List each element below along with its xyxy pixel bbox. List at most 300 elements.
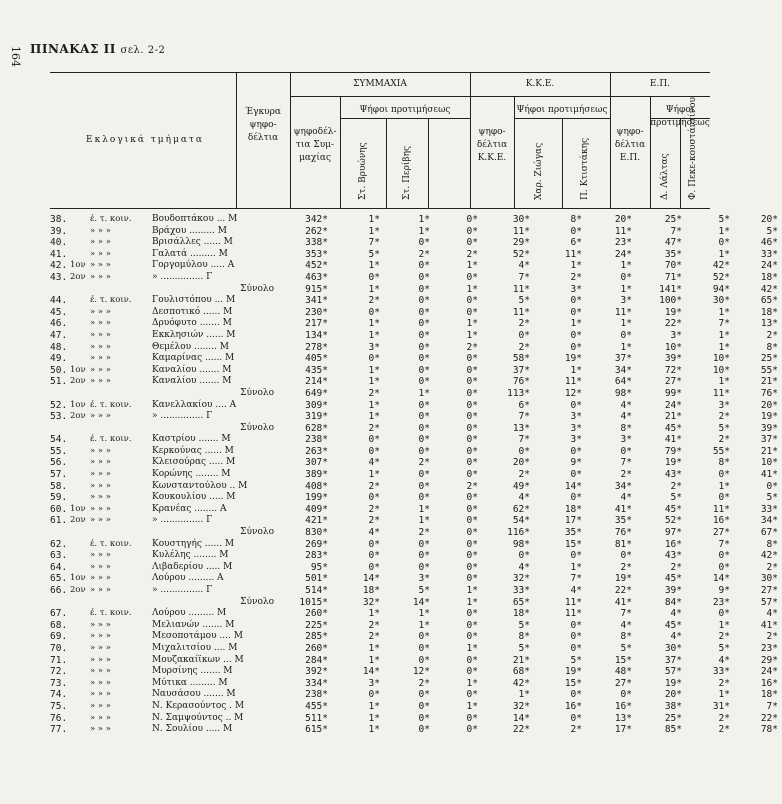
row-prefix: 2ον: [70, 271, 86, 282]
cell-value: 0*: [418, 492, 430, 504]
cell-value: 8*: [570, 214, 582, 225]
cell-value: 0*: [418, 283, 430, 295]
row-subtype: » » »: [90, 503, 112, 514]
cell-value: 0*: [466, 561, 478, 573]
cell-value: 0*: [466, 237, 478, 249]
cell-value: 1*: [466, 596, 478, 608]
cell-value: 7*: [368, 237, 380, 249]
cell-value: 7*: [518, 411, 530, 423]
cell-value: 46*: [760, 237, 778, 249]
cell-value: 141*: [659, 283, 682, 295]
cell-value: 1*: [368, 318, 380, 330]
title-subtitle: σελ. 2-2: [120, 45, 166, 56]
cell-value: 85*: [664, 724, 682, 736]
table-row: [50, 481, 782, 493]
page-number: 164: [9, 46, 22, 67]
cell-value: 22*: [760, 712, 778, 724]
row-number: [50, 597, 70, 609]
cell-value: 1*: [368, 642, 380, 654]
row-subtype: έ. τ. κοιν.: [90, 608, 132, 619]
row-prefix: 1ον: [70, 573, 86, 584]
cell-value: 5*: [766, 225, 778, 237]
row-number: 46.: [50, 318, 68, 330]
row-number: 54.: [50, 434, 68, 446]
row-prefix: [70, 249, 90, 261]
row-number: 70.: [50, 642, 68, 654]
cell-value: 334*: [305, 677, 328, 689]
cell-value: 34*: [760, 515, 778, 527]
cell-value: 84*: [664, 596, 682, 608]
row-prefix: [70, 353, 90, 365]
cell-value: 134*: [305, 329, 328, 341]
cell-value: 33*: [712, 666, 730, 678]
pref-header: Ψήφοι προτιμήσεως: [650, 105, 710, 128]
cell-value: 22*: [664, 318, 682, 330]
cell-value: 6*: [518, 399, 530, 411]
cell-value: 4*: [368, 457, 380, 469]
cell-value: 392*: [305, 666, 328, 678]
cell-value: 18*: [564, 503, 582, 515]
cell-value: 3*: [368, 341, 380, 353]
cell-value: 19*: [564, 666, 582, 678]
cell-value: 238*: [305, 689, 328, 701]
cell-value: 455*: [305, 700, 328, 712]
cell-value: 628*: [305, 422, 328, 434]
cell-value: 0*: [466, 654, 478, 666]
cell-value: 1*: [570, 260, 582, 272]
cell-value: 0*: [418, 260, 430, 272]
cell-value: 11*: [614, 306, 632, 318]
row-prefix: [70, 701, 90, 713]
cell-value: 1*: [570, 561, 582, 573]
row-prefix: 2ον: [70, 585, 86, 595]
cell-value: 408*: [305, 480, 328, 492]
cell-value: 0*: [570, 445, 582, 457]
cell-value: 514*: [305, 585, 328, 596]
cell-value: 0*: [418, 341, 430, 353]
cell-value: 30*: [712, 295, 730, 307]
row-name: Βράχου ......... Μ: [152, 225, 228, 236]
cell-value: 3*: [418, 573, 430, 585]
cell-value: 39*: [664, 585, 682, 596]
cell-value: 0*: [570, 642, 582, 654]
cell-value: 20*: [512, 457, 530, 469]
cell-value: 20*: [614, 214, 632, 225]
cell-value: 341*: [305, 295, 328, 307]
cell-value: 16*: [664, 538, 682, 550]
cell-value: 0*: [418, 724, 430, 736]
cell-value: 71*: [664, 271, 682, 283]
cell-value: 37*: [760, 434, 778, 446]
row-subtype: » » »: [90, 492, 112, 503]
cell-value: 649*: [305, 387, 328, 399]
row-name: Κουκουλίου ..... Μ: [152, 492, 236, 503]
cell-value: 1*: [368, 608, 380, 620]
cell-value: 14*: [412, 596, 430, 608]
cell-value: 2*: [368, 619, 380, 631]
cell-value: 9*: [718, 585, 730, 596]
cell-value: 41*: [760, 469, 778, 481]
cell-value: 64*: [614, 376, 632, 388]
cell-value: 2*: [418, 677, 430, 689]
row-name: Καστρίου ....... Μ: [152, 434, 231, 445]
table-row: [50, 492, 782, 504]
row-prefix: [70, 330, 90, 342]
row-name: Μελιανών ....... Μ: [152, 619, 235, 630]
row-subtype: » » »: [90, 225, 112, 236]
cell-value: 3*: [670, 329, 682, 341]
cell-value: 14*: [564, 480, 582, 492]
cell-value: 42*: [760, 550, 778, 562]
cell-value: 1*: [718, 689, 730, 701]
row-subtype: έ. τ. κοιν.: [90, 295, 132, 306]
row-prefix: [70, 284, 90, 296]
cell-value: 0*: [466, 225, 478, 237]
row-number: 38.: [50, 214, 68, 225]
page-title: [30, 42, 165, 56]
cell-value: 43*: [664, 469, 682, 481]
row-number: 48.: [50, 341, 68, 353]
cell-value: 18*: [512, 608, 530, 620]
cell-value: 95*: [310, 561, 328, 573]
row-number: 77.: [50, 724, 68, 736]
cell-value: 4*: [518, 561, 530, 573]
table-row: [50, 713, 782, 725]
cell-value: 25*: [664, 712, 682, 724]
row-name: Ν. Κερασούντος . Μ: [152, 700, 245, 711]
cell-value: 70*: [664, 260, 682, 272]
cell-value: 0*: [466, 445, 478, 457]
cell-value: 1*: [718, 306, 730, 318]
cell-value: 1*: [418, 608, 430, 620]
cell-value: 1*: [620, 341, 632, 353]
cell-value: 0*: [418, 689, 430, 701]
cell-value: 31*: [712, 700, 730, 712]
cell-value: 32*: [362, 596, 380, 608]
cell-value: 4*: [620, 492, 632, 504]
cell-value: 5*: [518, 619, 530, 631]
cell-value: 615*: [305, 724, 328, 736]
cell-value: 16*: [712, 515, 730, 527]
pref-header: Ψήφοι προτιμήσεως: [359, 105, 451, 115]
cell-value: 0*: [418, 411, 430, 423]
cell-value: 0*: [368, 271, 380, 283]
cell-value: 0*: [466, 271, 478, 283]
table-row: [50, 666, 782, 678]
cell-value: 0*: [466, 306, 478, 318]
cell-value: 1*: [466, 260, 478, 272]
cell-value: 1*: [368, 260, 380, 272]
group-ballots: ψηφο-δέλτια Ε.Π.: [614, 127, 646, 163]
row-prefix: [70, 388, 90, 400]
cell-value: 2*: [518, 341, 530, 353]
summary-row: [50, 597, 782, 609]
cell-value: 1*: [368, 469, 380, 481]
cell-value: 7*: [718, 318, 730, 330]
table-row: [50, 214, 782, 226]
row-number: 57.: [50, 469, 68, 481]
cell-value: 1*: [518, 689, 530, 701]
cell-value: 0*: [620, 550, 632, 562]
row-name: » ............... Γ: [152, 585, 213, 595]
row-name: Μύτικα ......... Μ: [152, 677, 228, 688]
cell-value: 2*: [418, 457, 430, 469]
row-name: Ν. Σαμψούντος .. Μ: [152, 712, 244, 723]
cell-value: 5*: [718, 642, 730, 654]
pref-header: Ψήφοι προτιμήσεως: [516, 105, 608, 115]
cell-value: 342*: [305, 214, 328, 225]
cell-value: 68*: [512, 666, 530, 678]
cell-value: 2*: [570, 724, 582, 736]
row-name: Κουστηγής ...... Μ: [152, 538, 235, 549]
cell-value: 0*: [466, 724, 478, 736]
cell-value: 0*: [518, 445, 530, 457]
cell-value: 0*: [418, 271, 430, 283]
cell-value: 0*: [466, 631, 478, 643]
table-row: [50, 539, 782, 551]
cell-value: 2*: [620, 561, 632, 573]
row-number: 61.: [50, 515, 68, 527]
row-subtype: » » »: [90, 271, 112, 282]
row-prefix: [70, 423, 90, 435]
cell-value: 45*: [664, 573, 682, 585]
cell-value: 2*: [418, 527, 430, 539]
cell-value: 113*: [507, 387, 530, 399]
cell-value: 0*: [418, 237, 430, 249]
cell-value: 0*: [466, 666, 478, 678]
cell-value: 830*: [305, 527, 328, 539]
row-name: Θεμέλου ........ Μ: [152, 341, 229, 352]
cell-value: 94*: [712, 283, 730, 295]
cell-value: 0*: [466, 457, 478, 469]
table-row: [50, 504, 782, 516]
cell-value: 0*: [466, 376, 478, 388]
cell-value: 13*: [760, 318, 778, 330]
cell-value: 2*: [466, 248, 478, 260]
cell-value: 0*: [466, 503, 478, 515]
cell-value: 41*: [614, 596, 632, 608]
table-row: [50, 457, 782, 469]
cell-value: 0*: [466, 411, 478, 423]
cell-value: 5*: [518, 295, 530, 307]
cell-value: 1*: [466, 318, 478, 330]
row-prefix: [70, 597, 90, 609]
cell-value: 4*: [718, 654, 730, 666]
row-subtype: » » »: [90, 700, 112, 711]
row-subtype: » » »: [90, 515, 112, 526]
row-subtype: [90, 597, 152, 609]
group-name: Ε.Π.: [649, 79, 671, 89]
cell-value: 1*: [718, 225, 730, 237]
cell-value: 4*: [670, 608, 682, 620]
cell-value: 0*: [368, 689, 380, 701]
cell-value: 0*: [418, 712, 430, 724]
cell-value: 1*: [718, 376, 730, 388]
row-name: Κορώνης ........ Μ: [152, 469, 231, 480]
cell-value: 0*: [570, 550, 582, 562]
cell-value: 0*: [466, 515, 478, 527]
cell-value: 2*: [368, 422, 380, 434]
cell-value: 0*: [418, 376, 430, 388]
cell-value: 0*: [466, 364, 478, 376]
table-row: [50, 515, 782, 527]
cell-value: 309*: [305, 399, 328, 411]
row-number: 53.: [50, 411, 68, 423]
cell-value: 27*: [614, 677, 632, 689]
row-prefix: [70, 342, 90, 354]
cell-value: 17*: [614, 724, 632, 736]
cell-value: 0*: [368, 492, 380, 504]
row-subtype: » » »: [90, 237, 112, 248]
table-row: [50, 689, 782, 701]
row-subtype: » » »: [90, 376, 112, 387]
cell-value: 319*: [305, 411, 328, 423]
cell-value: 409*: [305, 503, 328, 515]
cell-value: 48*: [614, 666, 632, 678]
cell-value: 0*: [718, 608, 730, 620]
cell-value: 0*: [570, 306, 582, 318]
cell-value: 2*: [620, 469, 632, 481]
row-name: Λούρου ......... Μ: [152, 608, 227, 619]
cell-value: 0*: [418, 469, 430, 481]
cell-value: 0*: [570, 225, 582, 237]
cell-value: 55*: [712, 445, 730, 457]
cell-value: 34*: [614, 364, 632, 376]
row-number: 51.: [50, 376, 68, 388]
row-name: Κλεισούρας ..... Μ: [152, 457, 236, 468]
row-number: 43.: [50, 271, 68, 283]
cell-value: 11*: [564, 596, 582, 608]
cell-value: 37*: [664, 654, 682, 666]
cell-value: 16*: [614, 700, 632, 712]
cell-value: 18*: [760, 271, 778, 283]
cell-value: 0*: [570, 399, 582, 411]
cell-value: 32*: [512, 573, 530, 585]
cell-value: 0*: [418, 654, 430, 666]
cell-value: 2*: [418, 248, 430, 260]
row-subtype: » » »: [90, 457, 112, 468]
cell-value: 1*: [620, 283, 632, 295]
cell-value: 33*: [760, 248, 778, 260]
row-name: Γοργομύλου ..... Α: [152, 260, 235, 271]
cell-value: 0*: [466, 689, 478, 701]
cell-value: 33*: [512, 585, 530, 596]
table-row: [50, 643, 782, 655]
cell-value: 0*: [368, 561, 380, 573]
row-name: Δρυόφυτο ....... Μ: [152, 318, 232, 329]
cell-value: 5*: [718, 422, 730, 434]
cell-value: 284*: [305, 654, 328, 666]
cell-value: 18*: [362, 585, 380, 596]
table-row: [50, 434, 782, 446]
cell-value: 8*: [718, 457, 730, 469]
row-prefix: [70, 631, 90, 643]
cell-value: 5*: [418, 585, 430, 596]
row-name: Λούρου ......... Α: [152, 573, 224, 584]
row-number: 73.: [50, 677, 68, 689]
row-subtype: » » »: [90, 248, 112, 259]
cell-value: 0*: [570, 329, 582, 341]
cell-value: 3*: [620, 434, 632, 446]
cell-value: 11*: [512, 306, 530, 318]
cell-value: 98*: [614, 387, 632, 399]
row-number: 62.: [50, 538, 68, 550]
cell-value: 20*: [760, 399, 778, 411]
row-prefix: [70, 457, 90, 469]
cell-value: 0*: [418, 445, 430, 457]
cell-value: 19*: [564, 353, 582, 365]
row-subtype: » » »: [90, 712, 112, 723]
cell-value: 37*: [614, 353, 632, 365]
cell-value: 8*: [518, 631, 530, 643]
row-number: 66.: [50, 585, 68, 596]
row-prefix: [70, 434, 90, 446]
cell-value: 2*: [718, 712, 730, 724]
cell-value: 76*: [760, 387, 778, 399]
cell-value: 0*: [368, 306, 380, 318]
cell-value: 1*: [718, 341, 730, 353]
row-number: 74.: [50, 689, 68, 701]
cell-value: 2*: [368, 503, 380, 515]
table-header: [50, 72, 710, 212]
row-name: Σύνολο: [240, 387, 274, 398]
cell-value: 0*: [418, 364, 430, 376]
cell-value: 1*: [620, 318, 632, 330]
summary-row: [50, 284, 782, 296]
cell-value: 7*: [570, 573, 582, 585]
cell-value: 0*: [418, 422, 430, 434]
cell-value: 19*: [664, 677, 682, 689]
cell-value: 3*: [570, 422, 582, 434]
row-number: 63.: [50, 550, 68, 562]
cell-value: 0*: [466, 387, 478, 399]
cell-value: 1*: [368, 225, 380, 237]
cell-value: 230*: [305, 306, 328, 318]
cell-value: 269*: [305, 538, 328, 550]
table-row: [50, 585, 782, 597]
cell-value: 1*: [368, 411, 380, 423]
cell-value: 100*: [659, 295, 682, 307]
row-subtype: » » »: [90, 619, 112, 630]
cell-value: 3*: [368, 677, 380, 689]
summary-row: [50, 388, 782, 400]
cell-value: 0*: [466, 550, 478, 562]
row-name: Κρανέας ........ Α: [152, 503, 227, 514]
cell-value: 17*: [564, 515, 582, 527]
cell-value: 405*: [305, 353, 328, 365]
cell-value: 0*: [466, 538, 478, 550]
cell-value: 2*: [718, 631, 730, 643]
cell-value: 5*: [670, 492, 682, 504]
row-number: 45.: [50, 306, 68, 318]
row-subtype: » » »: [90, 573, 112, 584]
row-name: Βουδοπτάκου ... Μ: [152, 214, 238, 224]
row-subtype: » » »: [90, 654, 112, 665]
cell-value: 1*: [368, 364, 380, 376]
cell-value: 30*: [760, 573, 778, 585]
row-subtype: έ. τ. κοιν.: [90, 214, 132, 224]
table-row: [50, 307, 782, 319]
row-name: Εκκλησιών ...... Μ: [152, 329, 236, 340]
cell-value: 1*: [466, 700, 478, 712]
row-prefix: 2ον: [70, 411, 86, 422]
cell-value: 9*: [570, 457, 582, 469]
cell-value: 27*: [664, 376, 682, 388]
cell-value: 10*: [664, 341, 682, 353]
cell-value: 0*: [466, 434, 478, 446]
table-row: [50, 469, 782, 481]
cell-value: 12*: [564, 387, 582, 399]
